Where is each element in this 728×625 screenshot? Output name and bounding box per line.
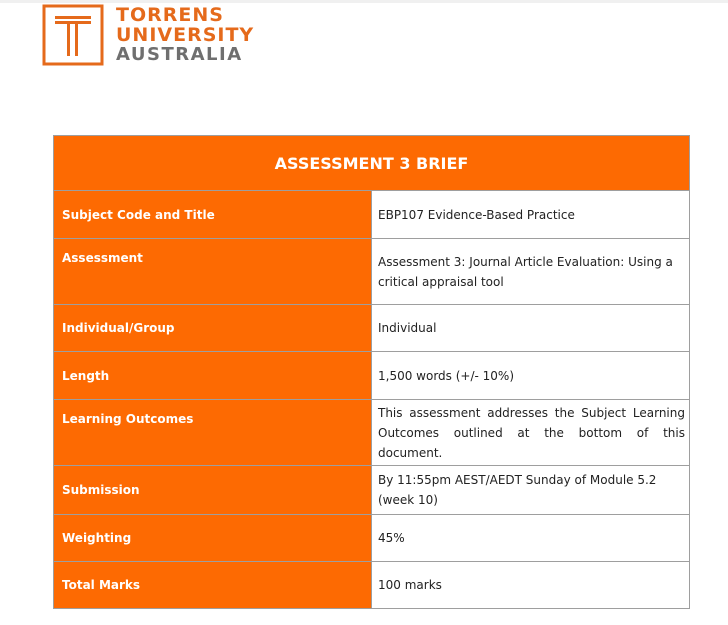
row-value-total-marks: 100 marks xyxy=(372,562,690,609)
row-value-submission: By 11:55pm AEST/AEDT Sunday of Module 5.2 (week 10) xyxy=(372,466,690,515)
logo-wordmark xyxy=(116,5,254,65)
row-label-learning-outcomes: Learning Outcomes xyxy=(54,400,372,466)
table-row xyxy=(54,466,690,515)
row-value-length: 1,500 words (+/- 10%) xyxy=(372,352,690,400)
row-value-subject: EBP107 Evidence-Based Practice xyxy=(372,191,690,239)
table-row xyxy=(54,400,690,466)
row-value-weighting: 45% xyxy=(372,515,690,562)
table-header-row xyxy=(54,136,690,191)
top-border xyxy=(0,0,728,3)
row-label-total-marks: Total Marks xyxy=(54,562,372,609)
table-row xyxy=(54,191,690,239)
table-row xyxy=(54,515,690,562)
table-row xyxy=(54,239,690,305)
table-title: ASSESSMENT 3 BRIEF xyxy=(54,136,690,191)
row-label-assessment: Assessment xyxy=(54,239,372,305)
logo-line-australia: AUSTRALIA xyxy=(116,44,243,65)
row-value-assessment: Assessment 3: Journal Article Evaluation: Using a critical appraisal tool xyxy=(372,239,690,305)
logo-line-university: UNIVERSITY xyxy=(116,24,255,46)
table-row xyxy=(54,352,690,400)
row-label-subject: Subject Code and Title xyxy=(54,191,372,239)
row-value-learning-outcomes: This assessment addresses the Subject Learning Outcomes outlined at the bottom of this document. xyxy=(372,400,690,466)
torrens-t-logo-icon xyxy=(42,4,104,66)
row-label-weighting: Weighting xyxy=(54,515,372,562)
assessment-brief-table xyxy=(53,135,690,609)
row-label-length: Length xyxy=(54,352,372,400)
row-label-individual-group: Individual/Group xyxy=(54,305,372,352)
table-row xyxy=(54,305,690,352)
row-value-individual-group: Individual xyxy=(372,305,690,352)
logo-line-torrens: TORRENS xyxy=(116,4,224,26)
row-label-submission: Submission xyxy=(54,466,372,515)
table-row xyxy=(54,562,690,609)
